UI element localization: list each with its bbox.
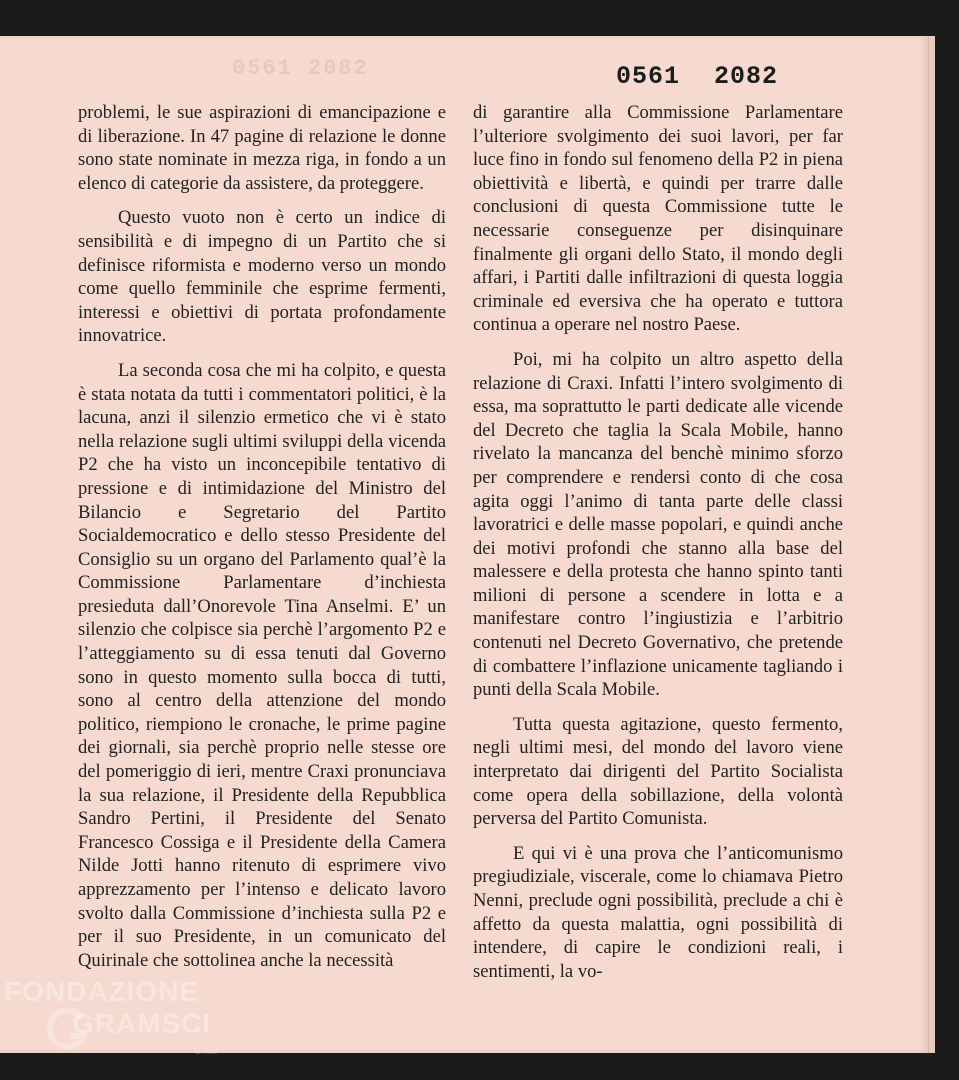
page-edge bbox=[928, 36, 935, 1053]
watermark-sub: Onlus bbox=[194, 1046, 218, 1056]
fondazione-gramsci-watermark bbox=[4, 976, 244, 1076]
right-paragraph-4: E qui vi è una prova che l’anticomunismo pregiudiziale, viscerale, come lo chiamava Pietro Nenni, preclude ogni possibilità, preclude a chi è affetto da questa malattia, ogni possibilità di intendere, di capire le condizioni reali, i sentimenti, la vo- bbox=[473, 842, 843, 982]
left-column bbox=[78, 101, 446, 972]
watermark-line-1: FONDAZIONE bbox=[4, 976, 200, 1007]
document-number: 0561 2082 bbox=[616, 62, 779, 91]
right-paragraph-2: Poi, mi ha colpito un altro aspetto della relazione di Craxi. Infatti l’intero svolgimento di essa, ma soprattutto le parti dedicate alle vicende del Decreto che taglia la Scala Mobile, hanno rivelato la mancanza del benchè minimo sforzo per comprendere e rendersi conto di che cosa agita oggi l’animo di tanta parte delle classi lavoratrici e delle masse popolari, e quindi anche dei motivi profondi che stanno alla base del malessere e della protesta che hanno spinto tanti milioni di persone a scendere in lotta e a manifestare contro l’ingiustizia e l’arbitrio contenuti nel Decreto Governativo, che pretende di combattere l’inflazione unicamente tagliando i punti della Scala Mobile. bbox=[473, 348, 843, 701]
left-paragraph-2: Questo vuoto non è certo un indice di sensibilità e di impegno di un Partito che si definisce riformista e moderno verso un mondo come quello femminile che esprime fermenti, interessi e obiettivi di portata profondamente innovatrice. bbox=[78, 207, 446, 347]
ghost-document-number: 0561 2082 bbox=[232, 56, 369, 81]
right-paragraph-1: di garantire alla Commissione Parlamentare l’ulteriore svolgimento dei suoi lavori, per far luce fino in fondo sul fenomeno della P2 in piena obiettività e libertà, e quindi per trarre dalle conclusioni di questa Commissione tutte le necessarie conseguenze per disinquinare finalmente gli organi dello Stato, il mondo degli affari, i Partiti dalle infiltrazioni di questa loggia criminale ed eversiva che ha operato e tuttora continua a operare nel nostro Paese. bbox=[473, 102, 843, 336]
left-paragraph-1: problemi, le sue aspirazioni di emancipazione e di liberazione. In 47 pagine di relazione le donne sono state nominate in mezza riga, in fondo a un elenco di categorie da assistere, da proteggere. bbox=[78, 102, 446, 194]
right-paragraph-3: Tutta questa agitazione, questo fermento, negli ultimi mesi, del mondo del lavoro viene interpretato dai dirigenti del Partito Socialista come opera della sobillazione, della volontà perversa del Partito Comunista. bbox=[473, 713, 843, 830]
watermark-line-2: GRAMSCI bbox=[72, 1008, 212, 1039]
left-paragraph-3: La seconda cosa che mi ha colpito, e questa è stata notata da tutti i commentatori politici, è la lacuna, anzi il silenzio ermetico che vi è stato nella relazione sugli ultimi sviluppi della vicenda P2 che ha visto un inconcepibile tentativo di pressione e di intimidazione del Ministro del Bilancio e Segretario del Partito Socialdemocratico e dello stesso Presidente del Consiglio su un organo del Parlamento qual’è la Commissione Parlamentare d’inchiesta presieduta dall’Onorevole Tina Anselmi. E’ un silenzio che colpisce sia perchè l’argomento P2 e l’atteggiamento su di essa tenuti dal Governo sono in questo momento sulla bocca di tutti, sono al centro della attenzione del mondo politico, riempiono le cronache, le prime pagine dei giornali, sia perchè proprio nelle stesse ore del pomeriggio di ieri, mentre Craxi pronunciava la sua relazione, il Presidente della Repubblica Sandro Pertini, il Presidente del Senato Francesco Cossiga e il Presidente della Camera Nilde Jotti hanno ritenuto di esprimere vivo apprezzamento per l’intenso e delicato lavoro svolto dalla Commissione d’inchiesta sulla P2 e per il suo Presidente, in un comunicato del Quirinale che sottolinea anche la necessità bbox=[78, 359, 446, 971]
right-column bbox=[473, 101, 843, 983]
